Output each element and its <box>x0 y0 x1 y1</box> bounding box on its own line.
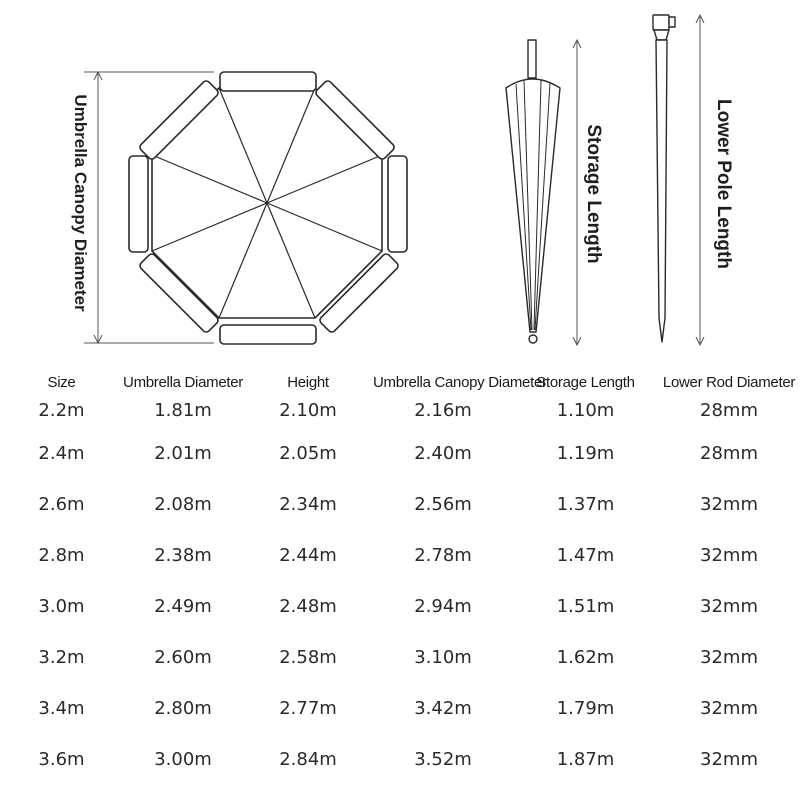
storage-dimension-line <box>573 40 581 345</box>
cell-size: 2.4m <box>38 443 85 464</box>
cell-size: 2.8m <box>38 545 85 566</box>
table-row <box>0 540 800 591</box>
header-size: Size <box>47 373 76 391</box>
cell-height: 2.77m <box>279 698 337 719</box>
cell-canopy-diameter: 2.40m <box>414 443 472 464</box>
cell-storage-length: 1.62m <box>556 647 615 668</box>
size-spec-table <box>0 366 800 795</box>
table-header-row <box>0 366 800 398</box>
cell-height: 2.48m <box>279 596 337 617</box>
cell-height: 2.34m <box>279 494 337 515</box>
cell-canopy-diameter: 2.56m <box>414 494 472 515</box>
table-body <box>0 398 800 795</box>
cell-lower-rod-diameter: 28mm <box>700 400 758 421</box>
cell-umbrella-diameter: 2.80m <box>154 698 212 719</box>
umbrella-top-view <box>129 72 407 344</box>
header-lower-rod-diameter: Lower Rod Diameter <box>662 373 796 391</box>
table-row <box>0 744 800 795</box>
folded-umbrella <box>506 40 560 343</box>
cell-umbrella-diameter: 2.08m <box>154 494 212 515</box>
cell-storage-length: 1.87m <box>556 749 615 770</box>
storage-length-label: Storage Length <box>583 124 604 264</box>
umbrella-diagram <box>0 0 800 370</box>
cell-storage-length: 1.10m <box>556 400 615 421</box>
cell-lower-rod-diameter: 32mm <box>700 749 758 770</box>
cell-size: 3.0m <box>38 596 85 617</box>
cell-storage-length: 1.37m <box>556 494 615 515</box>
table-row <box>0 591 800 642</box>
cell-size: 3.4m <box>38 698 85 719</box>
cell-canopy-diameter: 3.52m <box>414 749 472 770</box>
cell-canopy-diameter: 2.16m <box>414 400 472 421</box>
cell-storage-length: 1.47m <box>556 545 615 566</box>
cell-canopy-diameter: 3.42m <box>414 698 472 719</box>
cell-canopy-diameter: 3.10m <box>414 647 472 668</box>
header-canopy-diameter: Umbrella Canopy Diameter <box>373 373 547 391</box>
cell-height: 2.58m <box>279 647 337 668</box>
cell-storage-length: 1.51m <box>556 596 615 617</box>
diagram-graphics <box>0 0 800 370</box>
table-row <box>0 438 800 489</box>
cell-lower-rod-diameter: 28mm <box>700 443 758 464</box>
cell-umbrella-diameter: 2.01m <box>154 443 212 464</box>
cell-height: 2.84m <box>279 749 337 770</box>
pole-dimension-line <box>696 15 704 345</box>
lower-pole-length-label: Lower Pole Length <box>713 99 734 269</box>
cell-lower-rod-diameter: 32mm <box>700 545 758 566</box>
cell-umbrella-diameter: 2.60m <box>154 647 212 668</box>
cell-size: 3.2m <box>38 647 85 668</box>
cell-lower-rod-diameter: 32mm <box>700 698 758 719</box>
table-row <box>0 642 800 693</box>
table-row <box>0 693 800 744</box>
lower-pole <box>653 15 675 342</box>
table-row <box>0 489 800 540</box>
cell-storage-length: 1.79m <box>556 698 615 719</box>
cell-lower-rod-diameter: 32mm <box>700 596 758 617</box>
cell-lower-rod-diameter: 32mm <box>700 647 758 668</box>
cell-umbrella-diameter: 3.00m <box>154 749 212 770</box>
cell-umbrella-diameter: 2.49m <box>154 596 212 617</box>
cell-storage-length: 1.19m <box>556 443 615 464</box>
cell-umbrella-diameter: 2.38m <box>154 545 212 566</box>
cell-height: 2.44m <box>279 545 337 566</box>
cell-lower-rod-diameter: 32mm <box>700 494 758 515</box>
cell-umbrella-diameter: 1.81m <box>154 400 212 421</box>
header-height: Height <box>287 373 329 391</box>
table-row <box>0 398 800 438</box>
cell-height: 2.10m <box>279 400 337 421</box>
cell-size: 3.6m <box>38 749 85 770</box>
cell-height: 2.05m <box>279 443 337 464</box>
cell-canopy-diameter: 2.94m <box>414 596 472 617</box>
canopy-flaps <box>129 72 407 344</box>
cell-canopy-diameter: 2.78m <box>414 545 472 566</box>
cell-size: 2.6m <box>38 494 85 515</box>
cell-size: 2.2m <box>38 400 85 421</box>
canopy-diameter-label: Umbrella Canopy Diameter <box>71 94 90 312</box>
header-storage-length: Storage Length <box>536 373 635 391</box>
header-umbrella-diameter: Umbrella Diameter <box>123 373 243 391</box>
